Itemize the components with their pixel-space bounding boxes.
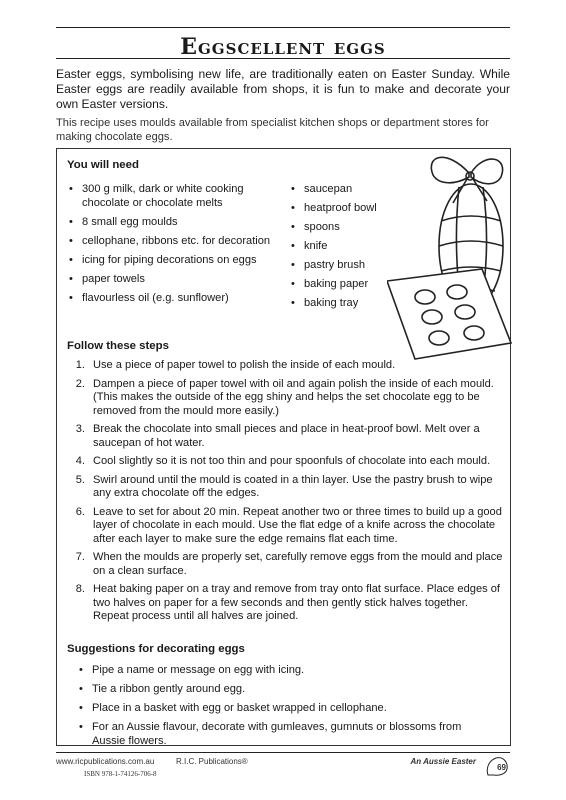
step-item bbox=[67, 583, 505, 624]
step-text: Use a piece of paper towel to polish the inside of each mould. bbox=[93, 359, 396, 371]
footer-book-title: An Aussie Easter bbox=[410, 757, 476, 766]
step-text: Cool slightly so it is not too thin and pour spoonfuls of chocolate into each mould. bbox=[93, 455, 491, 467]
you-will-need-heading: You will need bbox=[67, 159, 139, 171]
ingredient-item: • icing for piping decorations on eggs bbox=[67, 253, 282, 267]
egg-and-mould-illustration bbox=[387, 151, 512, 361]
ingredient-item: • 300 g milk, dark or white cooking chocolate or chocolate melts bbox=[67, 182, 282, 210]
footer bbox=[56, 757, 510, 787]
ingredient-item: • paper towels bbox=[67, 272, 282, 286]
footer-website[interactable]: www.ricpublications.com.au bbox=[56, 757, 155, 766]
step-item bbox=[67, 474, 505, 501]
step-text: Leave to set for about 20 min. Repeat another two or three times to build up a good layer of chocolate in each mould. Use the flat edge of a knife across the chocolate after each layer to make sure the edge remains flat each time. bbox=[93, 505, 502, 545]
ingredients-list bbox=[67, 182, 282, 310]
ingredient-item: • flavourless oil (e.g. sunflower) bbox=[67, 291, 282, 305]
step-number: 2. bbox=[75, 377, 85, 390]
step-number: 4. bbox=[75, 455, 85, 467]
step-number: 6. bbox=[75, 505, 85, 518]
equipment-item: • pastry brush bbox=[289, 258, 389, 272]
follow-steps-heading: Follow these steps bbox=[67, 340, 169, 352]
step-text: Swirl around until the mould is coated in a thin layer. Use the pastry brush to wipe any extra chocolate off the edges. bbox=[93, 473, 493, 499]
step-item bbox=[67, 378, 505, 419]
step-number: 3. bbox=[75, 423, 85, 435]
ingredient-item: • 8 small egg moulds bbox=[67, 215, 282, 229]
suggestions-heading: Suggestions for decorating eggs bbox=[67, 643, 245, 655]
step-number: 5. bbox=[75, 473, 85, 486]
step-item bbox=[67, 551, 505, 578]
suggestion-item: • For an Aussie flavour, decorate with gumleaves, gumnuts or blossoms from Aussie flowers. bbox=[77, 720, 497, 748]
footer-rule bbox=[56, 752, 510, 753]
step-number: 8. bbox=[75, 583, 85, 595]
step-text: When the moulds are properly set, carefully remove eggs from the mould and place on a clean surface. bbox=[93, 551, 503, 577]
equipment-item: • baking tray bbox=[289, 296, 389, 310]
footer-isbn: ISBN 978-1-74126-706-8 bbox=[84, 770, 157, 778]
page-title: Eggscellent eggs bbox=[180, 34, 386, 60]
suggestion-item: • Place in a basket with egg or basket wrapped in cellophane. bbox=[77, 701, 497, 715]
equipment-item: • heatproof bowl bbox=[289, 201, 389, 215]
step-number: 1. bbox=[75, 359, 85, 371]
suggestions-list bbox=[77, 663, 497, 753]
ingredient-item: • cellophane, ribbons etc. for decoration bbox=[67, 234, 282, 248]
step-item bbox=[67, 359, 505, 373]
step-item bbox=[67, 423, 505, 450]
recipe-note: This recipe uses moulds available from specialist kitchen shops or department stores for making chocolate eggs. bbox=[56, 117, 489, 143]
intro-paragraph: Easter eggs, symbolising new life, are traditionally eaten on Easter Sunday. While Easter eggs are readily available from shops, it is fun to make and decorate your own Easter versions. bbox=[56, 67, 510, 111]
footer-publisher: R.I.C. Publications® bbox=[176, 757, 248, 766]
step-number: 7. bbox=[75, 551, 85, 563]
equipment-item: • knife bbox=[289, 239, 389, 253]
step-item bbox=[67, 506, 505, 547]
step-text: Break the chocolate into small pieces and place in heat-proof bowl. Melt over a saucepan of hot water. bbox=[93, 423, 480, 449]
equipment-list bbox=[289, 182, 389, 315]
step-text: Heat baking paper on a tray and remove from tray onto flat surface. Place edges of two halves on paper for a few seconds and then gently stick halves together. Repeat process until all halves are joined. bbox=[93, 583, 500, 622]
equipment-item: • spoons bbox=[289, 220, 389, 234]
top-rule bbox=[56, 27, 510, 28]
equipment-item: • baking paper bbox=[289, 277, 389, 291]
steps-list bbox=[67, 359, 505, 629]
recipe-box bbox=[56, 148, 511, 746]
suggestion-item: • Pipe a name or message on egg with icing. bbox=[77, 663, 497, 677]
suggestion-item: • Tie a ribbon gently around egg. bbox=[77, 682, 497, 696]
title-rule bbox=[56, 58, 510, 59]
equipment-item: • saucepan bbox=[289, 182, 389, 196]
page-number: 69 bbox=[497, 763, 506, 772]
step-text: Dampen a piece of paper towel with oil and again polish the inside of each mould. (This makes the outside of the egg shiny and helps the set chocolate egg to be removed from the mould more easily.) bbox=[93, 377, 494, 417]
step-item bbox=[67, 455, 505, 469]
